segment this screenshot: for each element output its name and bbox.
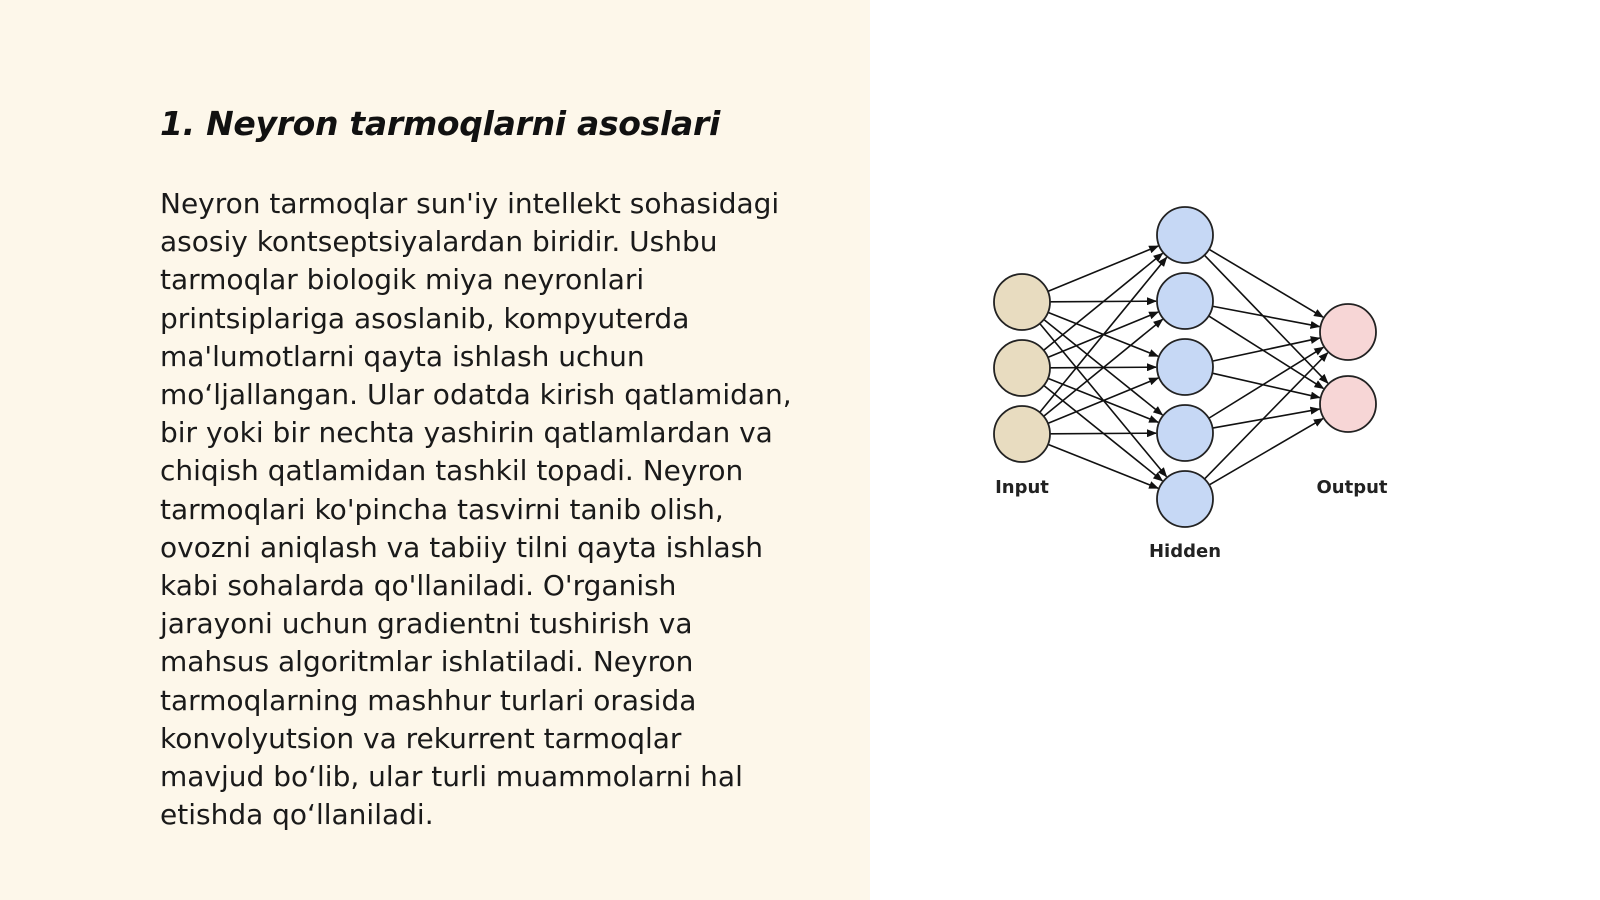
slide-body (160, 185, 840, 834)
neural-network-diagram (990, 195, 1410, 585)
body-line: chiqish qatlamidan tashkil topadi. Neyron (160, 454, 744, 488)
input-hidden-edge (1048, 444, 1158, 488)
input-hidden-edge (1048, 246, 1158, 291)
hidden-output-edge (1204, 255, 1327, 383)
body-line: ma'lumotlarni qayta ishlash uchun (160, 339, 645, 373)
input-hidden-edge (1050, 433, 1156, 434)
hidden-output-edge (1205, 353, 1328, 479)
body-line: ovozni aniqlash va tabiiy tilni qayta ishlash (160, 530, 764, 564)
input-hidden-edge (1040, 257, 1167, 412)
body-line: tarmoqlari ko'pincha tasvirni tanib olish, (160, 492, 724, 526)
body-line: asosiy kontseptsiyalardan biridir. Ushbu (160, 225, 718, 259)
hidden-neuron (1157, 471, 1213, 527)
slide-title: 1. Neyron tarmoqlarni asoslari (160, 104, 720, 143)
body-line: tarmoqlar biologik miya neyronlari (160, 263, 645, 297)
output-layer-label: Output (1316, 477, 1388, 498)
hidden-neuron (1157, 339, 1213, 395)
hidden-layer-label: Hidden (1148, 541, 1222, 562)
output-neuron (1320, 376, 1376, 432)
body-line: printsiplariga asoslanib, kompyuterda (160, 301, 690, 335)
body-line: konvolyutsion va rekurrent tarmoqlar (160, 721, 682, 755)
body-line: jarayoni uchun gradientni tushirish va (160, 607, 693, 641)
input-neuron (994, 406, 1050, 462)
body-line: kabi sohalarda qo'llaniladi. O'rganish (160, 569, 677, 603)
body-line: Neyron tarmoqlar sun'iy intellekt sohasidagi (160, 187, 780, 220)
hidden-neuron (1157, 207, 1213, 263)
body-line: mahsus algoritmlar ishlatiladi. Neyron (160, 645, 694, 679)
neural-network-svg (990, 195, 1410, 585)
input-layer-label: Input (995, 477, 1049, 498)
body-line: mo‘ljallangan. Ular odatda kirish qatlamidan, (160, 378, 792, 412)
hidden-neuron (1157, 405, 1213, 461)
hidden-output-edge (1209, 316, 1324, 389)
input-neuron (994, 340, 1050, 396)
hidden-output-edge (1209, 249, 1323, 317)
hidden-neuron (1157, 273, 1213, 329)
input-neuron (994, 274, 1050, 330)
hidden-output-edge (1213, 409, 1320, 428)
hidden-output-edge (1213, 306, 1320, 326)
body-line: tarmoqlarning mashhur turlari orasida (160, 683, 697, 717)
output-neuron (1320, 304, 1376, 360)
body-line: mavjud bo‘lib, ular turli muammolarni hal (160, 760, 743, 794)
body-line: bir yoki bir nechta yashirin qatlamlardan va (160, 416, 773, 450)
hidden-output-edge (1209, 419, 1323, 485)
body-line: etishda qo‘llaniladi. (160, 798, 434, 832)
